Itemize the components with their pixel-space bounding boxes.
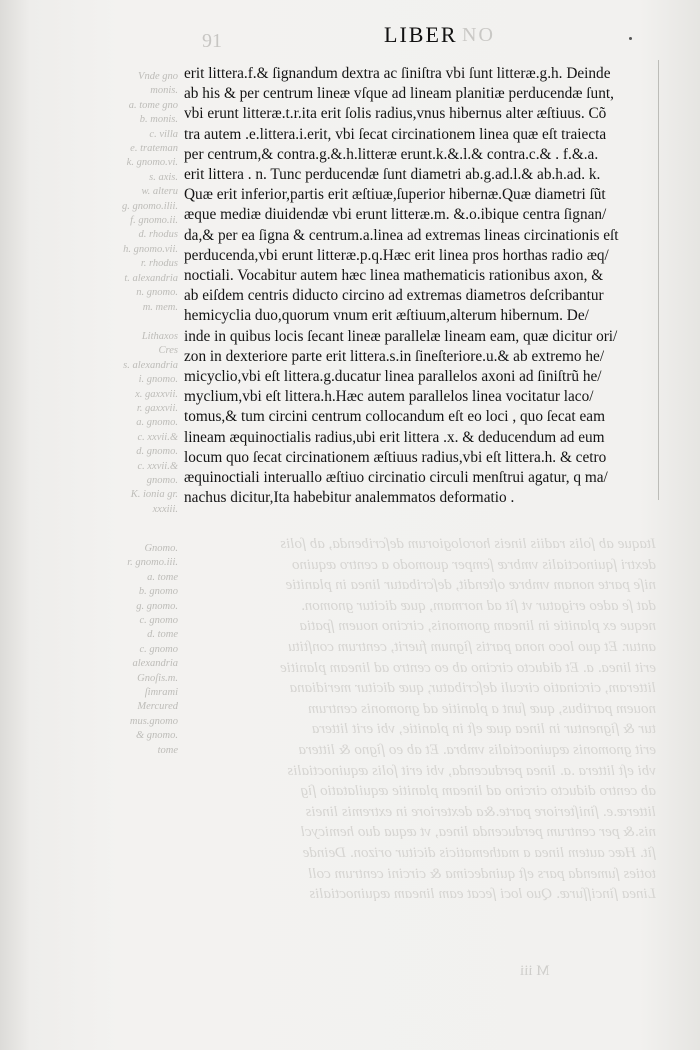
text-line: æquinoctiali interuallo æſtiuo circinatio circuli menſtrui agatur, q ma/ <box>184 469 608 487</box>
text-line: myclium,vbi eſt littera.h.Hæc autem parallelos linea vocitatur laco/ <box>184 388 594 406</box>
text-line: vbi erunt litteræ.t.r.ita erit ſolis radius,vnus hibernus alter æſtiuus. Cõ <box>184 105 607 123</box>
bleed-through-marginalia-middle: Lithaxos Cres s. alexandria i. gnomo. x. gaxxvii. r. gaxxvii. a. gnomo. c. xxvii.& d. gnomo. c. xxvii.& gnomo. K. ionia gr. xxxiii. <box>123 331 178 515</box>
running-head: LIBER <box>384 22 458 47</box>
text-line: ab eiſdem centris diducto circino ad extremas diametros deſcribantur <box>184 287 604 305</box>
text-line: inde in quibus locis ſecant lineæ parallelæ lineam eam, quæ dicitur ori/ <box>184 327 618 345</box>
bleed-through-folio: 91 <box>202 30 222 52</box>
text-line: erit littera . n. Tunc perducendæ ſunt diametri ab.g.ad.l.& ab.h.ad. k. <box>184 166 601 184</box>
text-line: hemicyclia duo,quorum vnum erit æſtiuum,alterum hibernum. De/ <box>184 307 589 325</box>
text-line: nachus dicitur,Ita habebitur analemmatos deformatio . <box>184 489 515 507</box>
text-line: da,& per ea ſigna & centrum.a.linea ad extremas lineas circinationis eſt <box>184 226 619 244</box>
text-line: noctiali. Vocabitur autem hæc linea mathematicis rationibus axon, & <box>184 267 604 285</box>
text-line: æque mediæ diuidendæ vbi erunt litteræ.m. &.o.ibique centra ſignan/ <box>184 206 607 224</box>
main-text-block <box>184 64 658 508</box>
text-line: tra autem .e.littera.i.erit, vbi ſecat circinationem linea quæ eſt traiecta <box>184 125 607 143</box>
text-line: perducenda,vbi erunt litteræ.p.q.Hæc erit linea pros horthas radio æq/ <box>184 246 609 264</box>
bleed-through-text: Itaque ab ſolis radiis lineis horologiorum deſcribenda, ab ſolis dextri ſquinoctialis vmbræ ſemper quomodo a centro æquino niſe parte nonam vmbræ oſtendit, deſcribatur linea in planitie dat ſe adeo erigatur vt ſit ad normam, quæ dicitur gnomon. neque ex planitie in lineam gnomonis, circino nouem ſpatia antur. Et quo loco nona partis ſignum fuerit, centrum conſtitu erit linea. a. Et diducto circino ab eo centro ad lineam planitie litteram, circinatio circuli deſcribatur, quæ dicitur meridiana nouem partibus, quæ ſunt a planitie ad gnomonis centrum tur & ſignentur in linea quæ eſt in planitie, vbi erit littera erit gnomonis æquinoctialis vmbra. Et ab eo ſigno & littera vbi eſt littera .a. linea perducenda, vbi erit ſolis æquinoctialis ab centro diducto circino ad lineam planitie æquilatatio ſig litteræ.e. ſiniſteriore parte.&a dexteriore in extremis lineis nis.& per centrum perducenda linea, vt æqua duo hemicycl ſit. Hæc autem linea a mathematicis dicitur orizon. Deinde toties ſumenda pars eſt quindecima & circini centrum coll Linea ſinciſſuræ. Quo loci ſecat eam lineam æquinoctialis <box>280 536 656 903</box>
bleed-through-head: NO <box>462 24 495 46</box>
text-line: zon in dexteriore parte erit littera.s.in ſineſteriore.u.& ab extremo he/ <box>184 347 605 365</box>
text-line: tomus,& tum circini centrum collocandum eſt eo loci , quo ſecat eam <box>184 408 605 426</box>
text-line: per centrum,& contra.g.&.h.litteræ erunt.k.&.l.& contra.c.& . f.&.a. <box>184 145 599 163</box>
text-line: erit littera.f.& ſignandum dextra ac ſiniſtra vbi ſunt litteræ.g.h. Deinde <box>184 65 611 82</box>
ink-speck <box>629 37 632 40</box>
text-line: locum quo ſecat circinationem æſtiuus radius,vbi eſt littera.h. & cetro <box>184 448 607 466</box>
bleed-through-marginalia-upper: Vnde gno monis. a. tome gno b. monis. c. villa e. trateman k. gnomo.vi. s. axis. w. alteru g. gnomo.ilii. f. gnomo.ii. d. rhodus h. gnomo.vii. r. rhodus t. alexandria n. gnomo. m. mem. <box>121 71 178 313</box>
bleed-through-signature-mark: M iii <box>520 963 550 979</box>
text-line: Quæ erit inferior,partis erit æſtiuæ,ſuperior hibernæ.Quæ diametri ſũt <box>184 186 606 204</box>
page-edge-rule <box>658 60 659 500</box>
text-line: lineam æquinoctialis radius,ubi erit littera .x. & deducendum ad eum <box>184 428 605 446</box>
text-line: ab his & per centrum lineæ vſque ad lineam planitiæ perducendæ ſunt, <box>184 85 614 103</box>
bleed-through-marginalia-lower: Gnomo. r. gnomo.iii. a. tome b. gnomo g. gnomo. c. gnomo d. tome c. gnomo alexandria Gnoſis.m. ſimrami Mercured mus.gnomo & gnomo. tome <box>127 543 178 756</box>
text-line: micyclio,vbi eſt littera.g.ducatur linea parallelos axoni ad ſiniſtrũ he/ <box>184 368 602 386</box>
